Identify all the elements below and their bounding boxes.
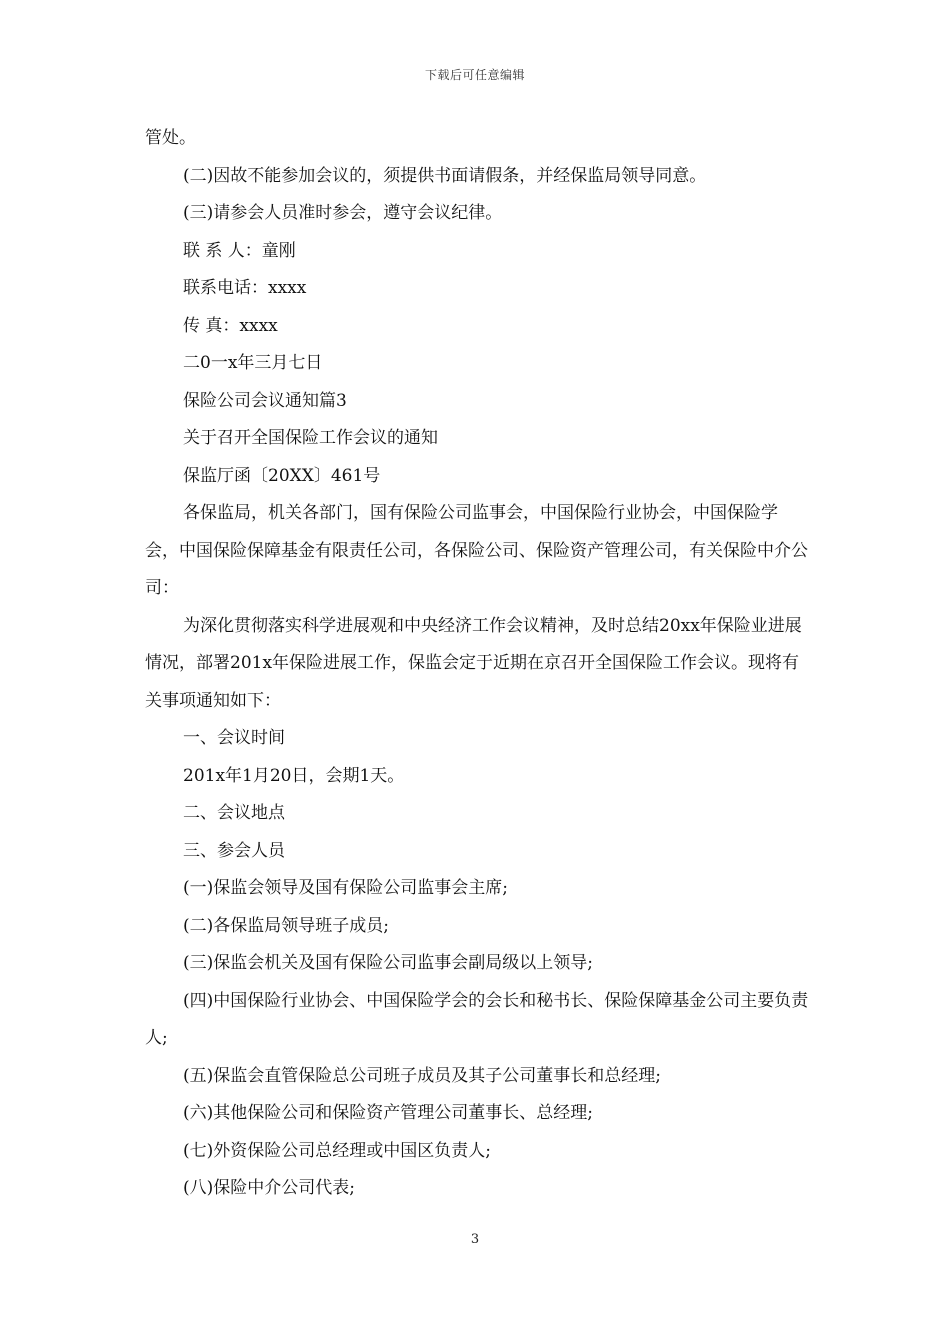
paragraph: 管处。 [145,128,196,148]
paragraph: 为深化贯彻落实科学进展观和中央经济工作会议精神，及时总结20xx年保险业进展情况，部署201x年保险进展工作，保监会定于近期在京召开全国保险工作会议。现将有关事项通知如下： [145,615,802,711]
list-item: (五)保监会直管保险总公司班子成员及其子公司董事长和总经理; [183,1065,661,1086]
list-item: (八)保险中介公司代表; [183,1178,355,1198]
document-body [145,120,810,1208]
section-title: 保险公司会议通知篇3 [183,390,347,411]
paragraph: (三)请参会人员准时参会，遵守会议纪律。 [183,203,503,223]
list-item: (六)其他保险公司和保险资产管理公司董事长、总经理; [183,1103,593,1123]
list-item: (七)外资保险公司总经理或中国区负责人; [183,1140,491,1161]
contact-fax: 传 真：xxxx [183,315,278,336]
meeting-time: 201x年1月20日，会期1天。 [183,765,405,786]
heading-meeting-location: 二、会议地点 [183,803,285,823]
list-item: (四)中国保险行业协会、中国保险学会的会长和秘书长、保险保障基金公司主要负责人; [145,990,809,1048]
list-item: (二)各保监局领导班子成员; [183,915,389,936]
list-item: (一)保监会领导及国有保险公司监事会主席; [183,878,508,898]
heading-meeting-time: 一、会议时间 [183,728,285,748]
heading-attendees: 三、参会人员 [183,840,285,861]
paragraph: (二)因故不能参加会议的，须提供书面请假条，并经保监局领导同意。 [183,165,707,186]
document-date: 二0一x年三月七日 [183,353,323,373]
document-number: 保监厅函〔20XX〕461号 [183,465,381,486]
list-item: (三)保监会机关及国有保险公司监事会副局级以上领导; [183,953,593,973]
page-header: 下载后可任意编辑 [424,68,525,82]
contact-phone: 联系电话：xxxx [183,278,307,298]
recipients: 各保监局，机关各部门，国有保险公司监事会，中国保险行业协会，中国保险学会，中国保险保障基金有限责任公司，各保险公司、保险资产管理公司，有关保险中介公司： [145,503,808,598]
contact-person: 联 系 人：童刚 [183,240,296,261]
notice-title: 关于召开全国保险工作会议的通知 [183,428,438,448]
page-number: 3 [470,1232,480,1247]
